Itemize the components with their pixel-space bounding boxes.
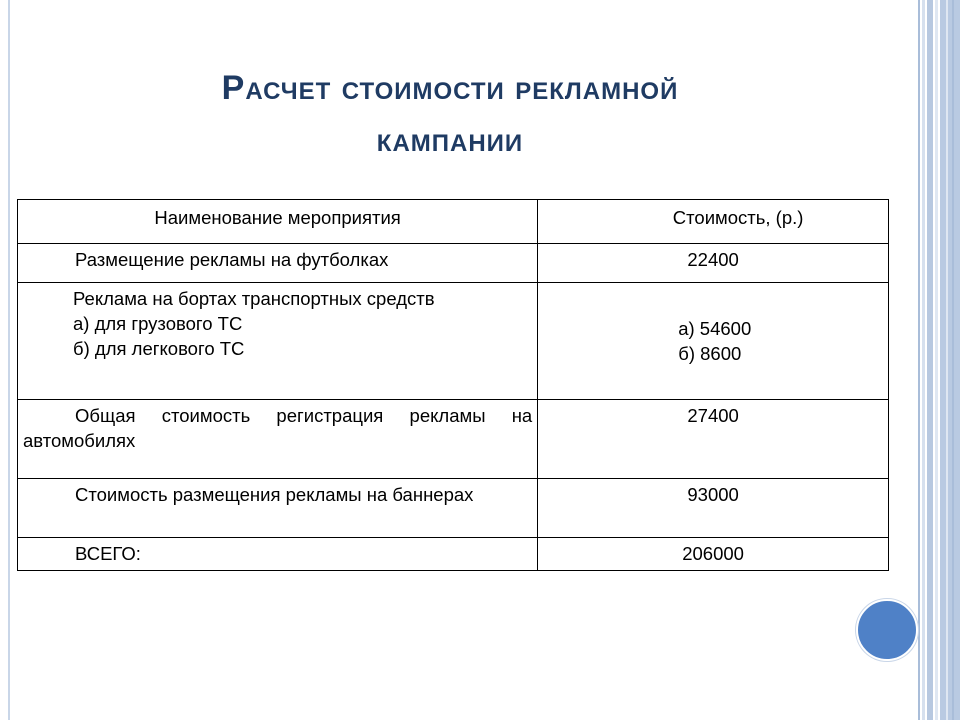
row-name: ВСЕГО: <box>75 543 141 564</box>
row-name-line: Реклама на бортах транспортных средств <box>73 288 435 309</box>
row-name <box>18 283 537 361</box>
table-row <box>18 283 889 400</box>
row-cost-line: а) 54600 <box>678 318 752 339</box>
cost-table <box>17 199 889 571</box>
stripe-decoration <box>940 0 960 720</box>
row-cost: 22400 <box>687 249 739 270</box>
left-rule-decoration <box>8 0 10 720</box>
stripe-decoration <box>935 0 938 720</box>
title-line-2: кампании <box>376 121 524 159</box>
table-row <box>18 479 889 538</box>
header-name-cell: Наименование мероприятия <box>18 200 538 244</box>
stripe-decoration <box>922 0 925 720</box>
table-header-row <box>18 200 889 244</box>
stripe-decoration <box>952 0 954 720</box>
row-name: Стоимость размещения рекламы на баннерах <box>75 484 474 505</box>
row-cost: 27400 <box>687 405 739 426</box>
row-name-line: а) для грузового ТС <box>73 313 243 334</box>
table-row <box>18 244 889 283</box>
stripe-decoration <box>918 0 920 720</box>
table-row <box>18 400 889 479</box>
stripe-decoration <box>946 0 948 720</box>
page-title <box>70 62 830 166</box>
row-cost <box>538 283 888 366</box>
row-name: Размещение рекламы на футболках <box>75 249 389 270</box>
decorative-circle <box>856 599 918 661</box>
row-name: Общая стоимость регистрация рекламы на автомобилях <box>23 405 533 451</box>
row-cost: 93000 <box>687 484 739 505</box>
row-cost: 206000 <box>682 543 744 564</box>
header-cost-cell: Стоимость, (р.) <box>538 200 889 244</box>
row-name-line: б) для легкового ТС <box>73 338 245 359</box>
title-line-1: Расчет стоимости рекламной <box>221 69 679 107</box>
table-row-total <box>18 538 889 571</box>
stripe-decoration <box>927 0 933 720</box>
row-cost-line: б) 8600 <box>678 343 742 364</box>
